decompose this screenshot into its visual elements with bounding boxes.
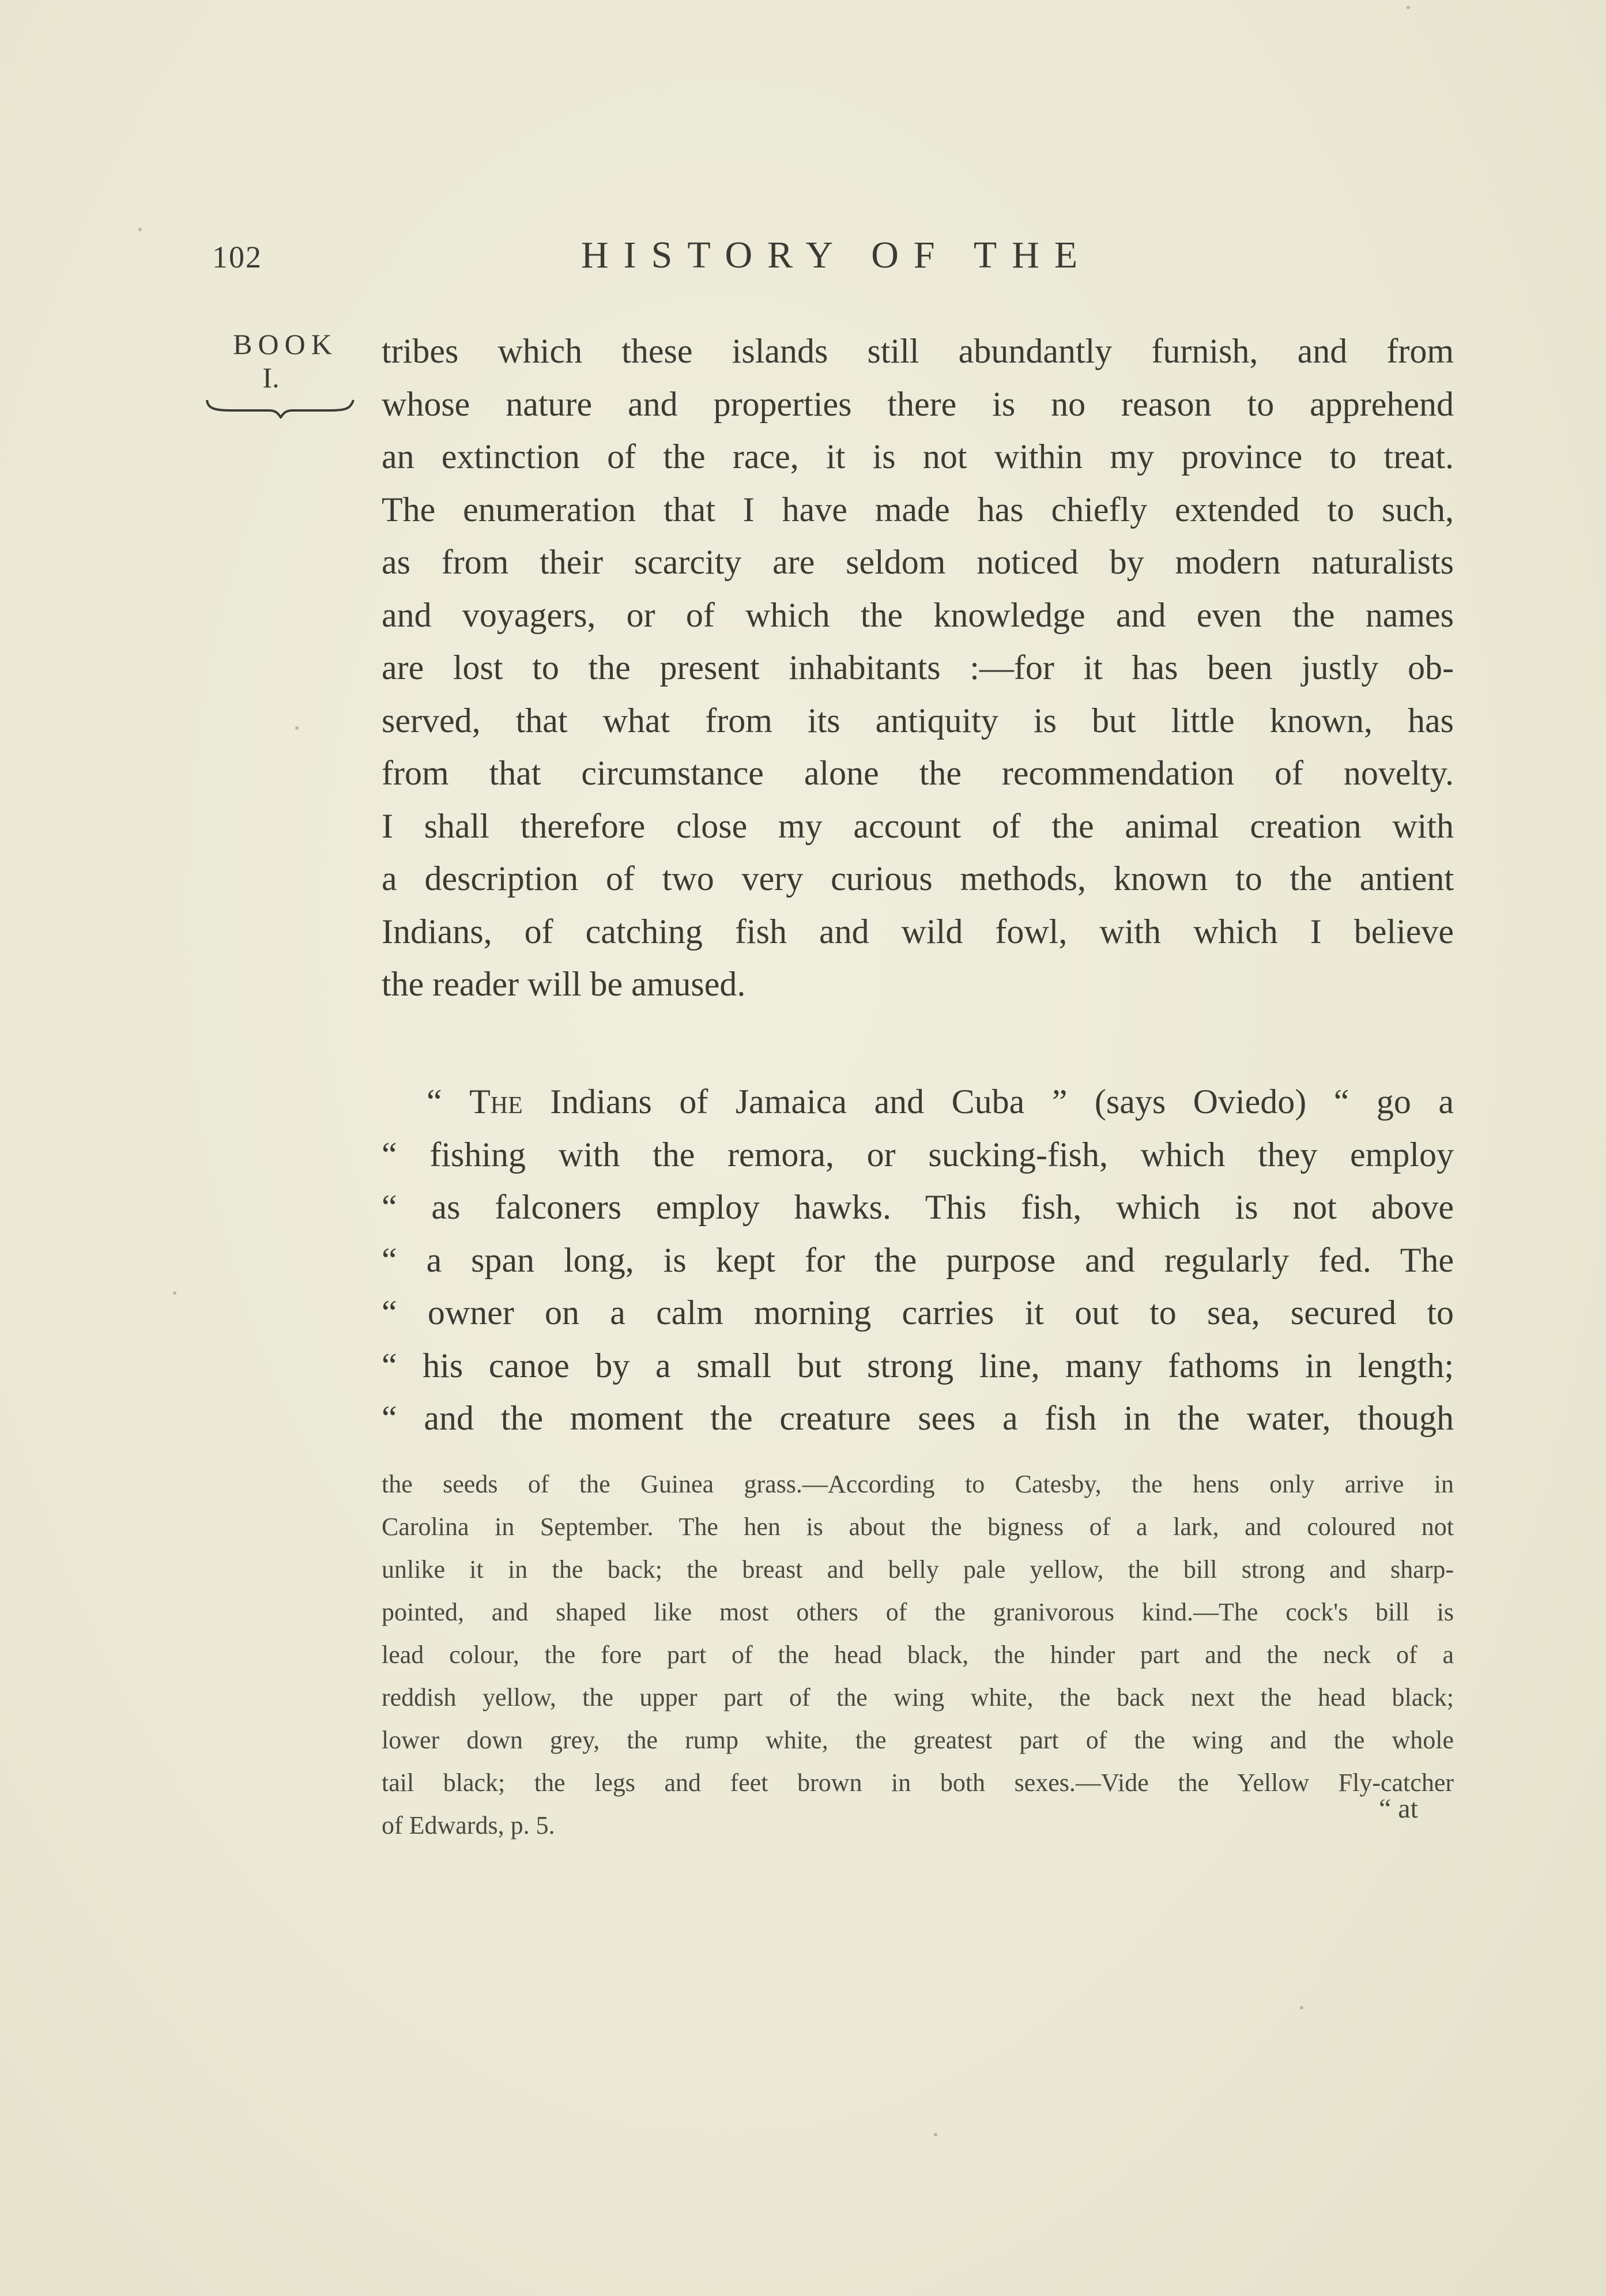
margin-book-label: BOOK xyxy=(233,328,338,360)
footnote-line: the seeds of the Guinea grass.—According to Catesby, the hens only arrive in xyxy=(382,1470,1454,1498)
paper-speck xyxy=(1300,2006,1303,2010)
text-line: whose nature and properties there is no reason to apprehend xyxy=(382,384,1454,423)
text-line: I shall therefore close my account of the animal creation with xyxy=(382,806,1454,845)
margin-note xyxy=(210,327,360,419)
text-line: Indians, of catching fish and wild fowl, with which I believe xyxy=(382,912,1454,951)
footnote-line: lead colour, the fore part of the head black, the hinder part and the neck of a xyxy=(382,1641,1454,1669)
footnote-line: pointed, and shaped like most others of the granivorous kind.—The cock's bill is xyxy=(382,1598,1454,1626)
catchword: “ at xyxy=(1379,1793,1418,1824)
quote-first-line-rest: Indians of Jamaica and Cuba ” (says Oviedo) “ go a xyxy=(550,1083,1454,1121)
footnote-line: unlike it in the back; the breast and belly pale yellow, the bill strong and sharp- xyxy=(382,1555,1454,1584)
quote-line: “ as falconers employ hawks. This fish, which is not above xyxy=(382,1188,1454,1226)
quote-first-line xyxy=(382,1076,1454,1129)
paper-speck xyxy=(138,228,142,231)
text-line: a description of two very curious methods, known to the antient xyxy=(382,859,1454,898)
paper-speck xyxy=(1407,6,1410,9)
opening-quote-mark: “ xyxy=(427,1083,442,1121)
footnote-line: reddish yellow, the upper part of the wing white, the back next the head black; xyxy=(382,1683,1454,1711)
oviedo-quotation xyxy=(382,1076,1454,1445)
quote-line: “ his canoe by a small but strong line, many fathoms in length; xyxy=(382,1346,1454,1385)
text-line: are lost to the present inhabitants :—for it has been justly ob- xyxy=(382,649,1454,687)
quote-first-word: The xyxy=(469,1083,523,1121)
text-line: served, that what from its antiquity is but little known, has xyxy=(382,701,1454,740)
quote-line: “ and the moment the creature sees a fish in the water, though xyxy=(382,1399,1454,1437)
margin-volume: I. xyxy=(262,361,280,394)
page-header xyxy=(212,233,1307,285)
paper-speck xyxy=(934,2133,937,2136)
footnote-line: tail black; the legs and feet brown in both sexes.—Vide the Yellow Fly-catcher xyxy=(382,1769,1454,1797)
text-line: and voyagers, or of which the knowledge and even the names xyxy=(382,595,1454,634)
footnote-line: of Edwards, p. 5. xyxy=(382,1811,555,1839)
text-line: the reader will be amused. xyxy=(382,965,746,1003)
paper-speck xyxy=(173,1291,176,1295)
text-line: an extinction of the race, it is not within my province to treat. xyxy=(382,438,1454,476)
quote-line: “ fishing with the remora, or sucking-fish, which they employ xyxy=(382,1135,1454,1174)
footnote-line: Carolina in September. The hen is about the bigness of a lark, and coloured not xyxy=(382,1513,1454,1541)
text-line: The enumeration that I have made has chiefly extended to such, xyxy=(382,490,1454,529)
footnote-line: lower down grey, the rump white, the greatest part of the wing and the whole xyxy=(382,1726,1454,1754)
quote-line: “ a span long, is kept for the purpose and regularly fed. The xyxy=(382,1241,1454,1279)
text-line: from that circumstance alone the recommendation of novelty. xyxy=(382,754,1454,792)
text-line: tribes which these islands still abundantly furnish, and from xyxy=(382,332,1454,370)
page-number: 102 xyxy=(212,240,262,274)
main-paragraph xyxy=(382,325,1454,1011)
paper-speck xyxy=(295,726,299,730)
text-line: as from their scarcity are seldom noticed by modern naturalists xyxy=(382,543,1454,581)
quote-line: “ owner on a calm morning carries it out to sea, secured to xyxy=(382,1294,1454,1332)
footnote xyxy=(382,1463,1454,1847)
brace-ornament-icon xyxy=(206,398,356,419)
running-head: HISTORY OF THE xyxy=(581,234,1093,276)
